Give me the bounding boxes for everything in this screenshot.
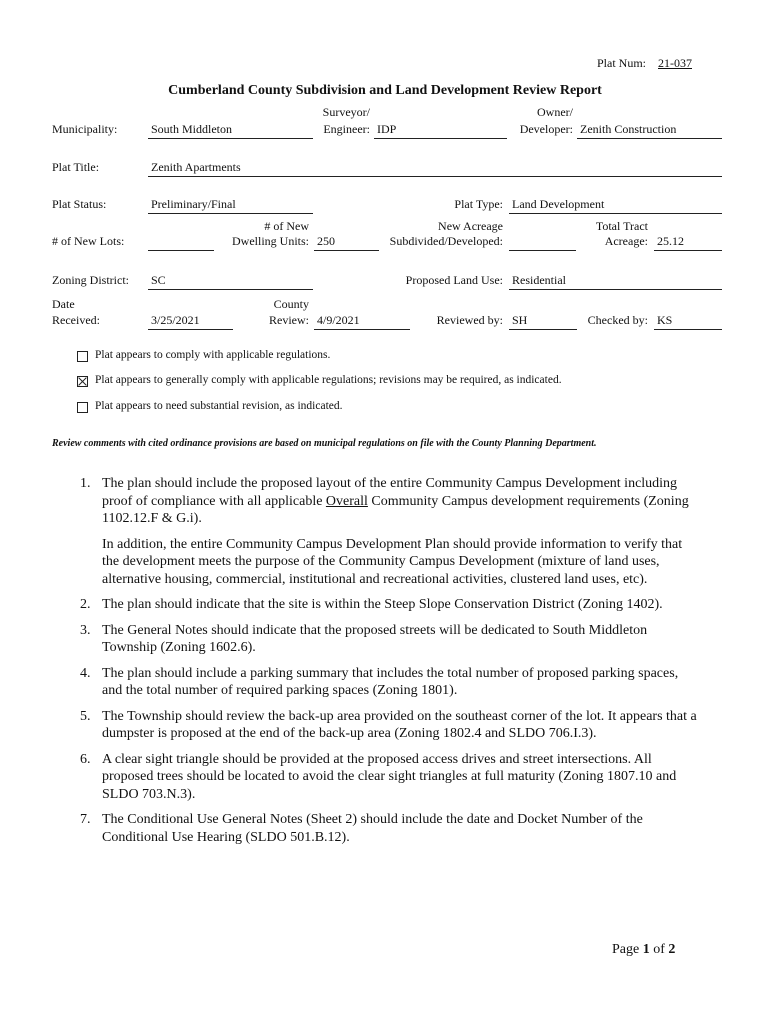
list-item — [80, 622, 700, 657]
review-comments-list — [80, 475, 700, 854]
generally-comply-checkbox-label: Plat appears to generally comply with applicable regulations; revisions may be required, as indicated. — [95, 374, 562, 386]
new-lots-label: # of New Lots: — [52, 234, 125, 248]
report-title: Cumberland County Subdivision and Land Development Review Report — [168, 83, 602, 98]
surveyor-label: Surveyor/ — [322, 105, 370, 119]
comment-number: 2. — [80, 597, 91, 612]
zoning-district-label: Zoning District: — [52, 273, 129, 287]
new-acreage-label-top: New Acreage — [438, 219, 503, 233]
plat-status-value: Preliminary/Final — [151, 197, 236, 211]
engineer-label: Engineer: — [323, 122, 370, 136]
engineer-value: IDP — [377, 122, 397, 136]
dwelling-units-label-top: # of New — [264, 219, 309, 233]
list-item — [80, 475, 700, 588]
municipality-label: Municipality: — [52, 122, 118, 136]
substantial-revision-checkbox[interactable] — [77, 402, 88, 413]
county-review-value: 4/9/2021 — [317, 313, 360, 327]
reviewed-by-label: Reviewed by: — [436, 313, 503, 327]
plat-num-value: 21-037 — [658, 56, 692, 70]
municipality-value: South Middleton — [151, 122, 233, 136]
list-item — [80, 665, 700, 700]
new-acreage-label: Subdivided/Developed: — [389, 234, 503, 248]
review-notice: Review comments with cited ordinance provisions are based on municipal regulations on file with the County Planning Department. — [52, 438, 597, 449]
comment-number: 4. — [80, 665, 91, 681]
tract-acreage-label: Acreage: — [604, 234, 648, 248]
developer-value: Zenith Construction — [580, 122, 677, 136]
tract-acreage-label-top: Total Tract — [595, 219, 648, 233]
zoning-district-value: SC — [151, 273, 166, 287]
generally-comply-checkbox[interactable] — [77, 376, 88, 387]
plat-title-value: Zenith Apartments — [151, 160, 241, 174]
list-item — [80, 811, 700, 846]
dwelling-units-label: Dwelling Units: — [232, 234, 309, 248]
list-item — [80, 751, 700, 804]
comment-number: 7. — [80, 812, 91, 827]
comment-text: The plan should indicate that the site is within the Steep Slope Conservation District (Zoning 1402). — [102, 597, 663, 612]
list-item — [80, 596, 700, 614]
date-received-label: Received: — [52, 313, 100, 327]
comment-number: 5. — [80, 708, 91, 724]
owner-label: Owner/ — [537, 105, 573, 119]
page-indicator: Page 1 of 2 — [612, 942, 676, 957]
comply-checkbox-label: Plat appears to comply with applicable regulations. — [95, 349, 331, 361]
comment-text: The General Notes should indicate that the proposed streets will be dedicated to South Middleton Township (Zoning 1602.6). — [102, 622, 648, 655]
county-review-label-top: County — [273, 297, 309, 311]
comment-text: The plan should include the proposed layout of the entire Community Campus Development including proof of compliance with all applicable Overall Community Campus development requirements (Zoning 1102.12.F & G.i). — [102, 476, 689, 526]
comment-number: 1. — [80, 476, 91, 491]
comment-text: The Conditional Use General Notes (Sheet 2) should include the date and Docket Number of the Conditional Use Hearing (SLDO 501.B.12). — [102, 812, 643, 845]
land-use-label: Proposed Land Use: — [405, 273, 503, 287]
comment-number: 6. — [80, 751, 91, 767]
comment-text-extra: In addition, the entire Community Campus Development Plan should provide information to verify that the development meets the purpose of the Community Campus Development (mixture of land uses, alternative housing, commercial, institutional and recreational activities, clustered land uses, etc). — [102, 536, 683, 587]
tract-acreage-value: 25.12 — [657, 234, 684, 248]
comment-text: A clear sight triangle should be provided at the proposed access drives and street intersections. All proposed trees should be located to avoid the clear sight triangles at full maturity (Zoning 1807.10 and SLDO 703.N.3). — [102, 751, 677, 802]
developer-label: Developer: — [519, 122, 573, 136]
checked-by-label: Checked by: — [587, 313, 648, 327]
county-review-label: Review: — [269, 313, 309, 327]
comply-checkbox[interactable] — [77, 351, 88, 362]
plat-title-label: Plat Title: — [52, 160, 100, 174]
plat-type-value: Land Development — [512, 197, 605, 211]
plat-type-label: Plat Type: — [454, 197, 503, 211]
date-received-value: 3/25/2021 — [151, 313, 200, 327]
land-use-value: Residential — [512, 273, 566, 287]
plat-status-label: Plat Status: — [52, 197, 107, 211]
reviewed-by-value: SH — [512, 313, 528, 327]
checked-by-value: KS — [657, 313, 673, 327]
substantial-revision-checkbox-label: Plat appears to need substantial revision, as indicated. — [95, 400, 343, 412]
comment-text: The plan should include a parking summary that includes the total number of proposed parking spaces, and the total number of required parking spaces (Zoning 1801). — [102, 665, 679, 698]
date-received-label-top: Date — [52, 297, 75, 311]
plat-num-label: Plat Num: — [597, 56, 647, 70]
dwelling-units-value: 250 — [317, 234, 335, 248]
comment-text: The Township should review the back-up area provided on the southeast corner of the lot. It appears that a dumpster is proposed at the end of the back-up area (Zoning 1802.4 and SLDO 706.I.3). — [102, 708, 697, 741]
list-item — [80, 708, 700, 743]
comment-number: 3. — [80, 622, 91, 638]
